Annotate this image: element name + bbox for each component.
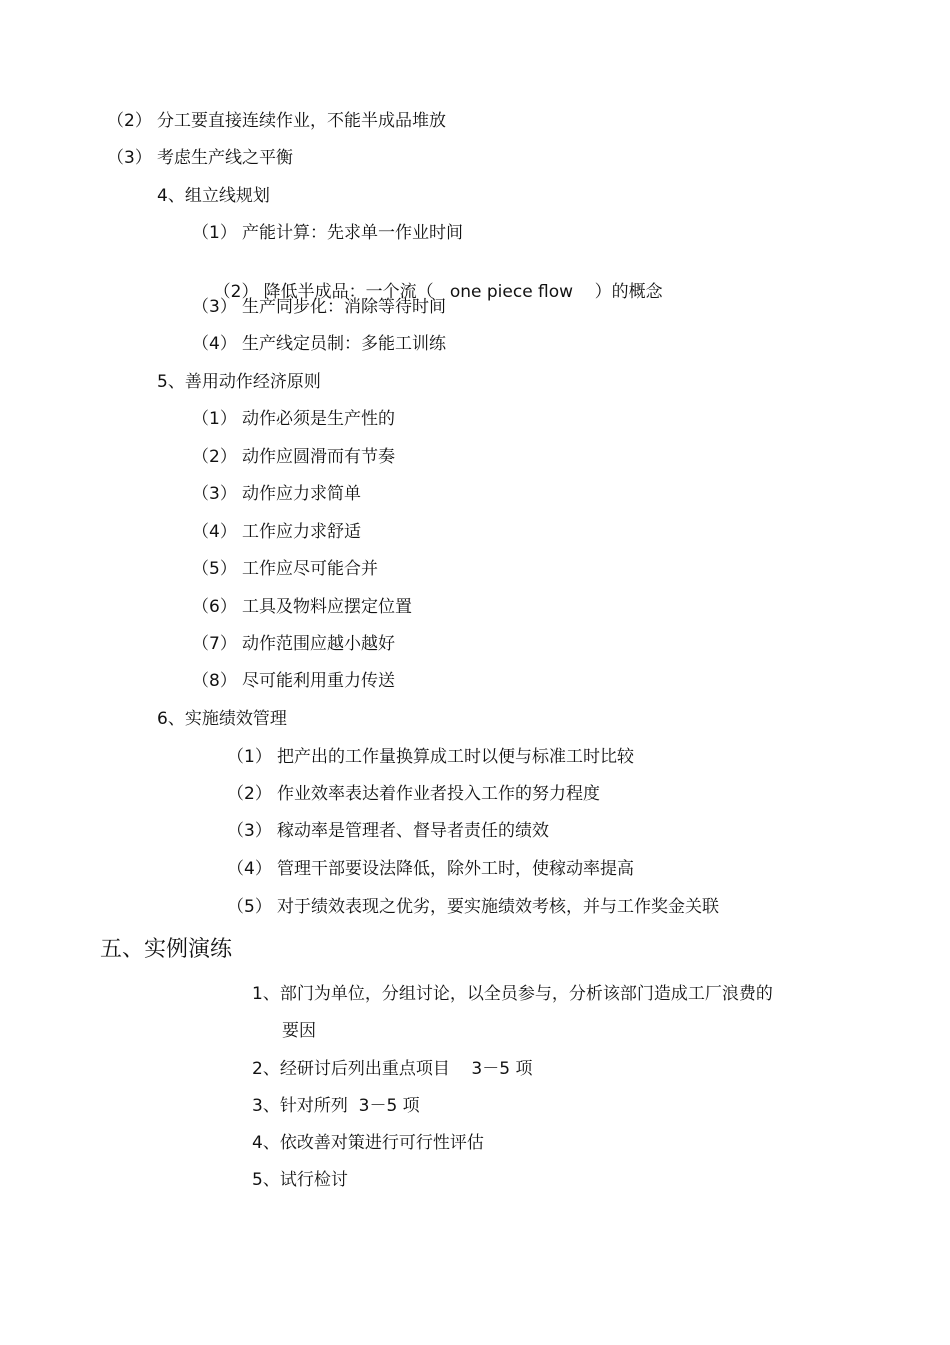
- list-item: [192, 633, 395, 655]
- item-text: 考虑生产线之平衡: [157, 148, 293, 168]
- section-title: 4、组立线规划: [157, 186, 270, 206]
- list-item: [227, 746, 634, 768]
- list-item: [192, 596, 412, 618]
- item-text: 动作范围应越小越好: [242, 634, 395, 654]
- item-text: 管理干部要设法降低，除外工时，使稼动率提高: [277, 859, 634, 879]
- list-item-continuation: 要因: [282, 1021, 316, 1041]
- list-item: [192, 446, 395, 468]
- item-text: 把产出的工作量换算成工时以便与标准工时比较: [277, 747, 634, 767]
- list-item: [227, 820, 549, 842]
- item-number: （2）: [213, 282, 259, 302]
- item-text: 动作应力求简单: [242, 484, 361, 504]
- list-item: 4、依改善对策进行可行性评估: [252, 1133, 484, 1153]
- item-number: （3）: [107, 148, 152, 168]
- item-text: 产能计算：先求单一作业时间: [242, 223, 463, 243]
- item-number: （3）: [227, 821, 272, 841]
- item-number: （4）: [192, 334, 237, 354]
- list-item: 1、部门为单位，分组讨论，以全员参与，分析该部门造成工厂浪费的: [252, 984, 773, 1004]
- item-number: （1）: [192, 409, 237, 429]
- item-text: 生产线定员制：多能工训练: [242, 334, 446, 354]
- list-item: [192, 222, 463, 244]
- list-item: 3、针对所列 3－5 项: [252, 1096, 420, 1116]
- item-text: 工作应力求舒适: [242, 522, 361, 542]
- list-item: [227, 896, 719, 918]
- chapter-heading: 五、实例演练: [100, 937, 233, 962]
- item-number: （7）: [192, 634, 237, 654]
- item-text: 工具及物料应摆定位置: [242, 597, 412, 617]
- item-text: 作业效率表达着作业者投入工作的努力程度: [277, 784, 600, 804]
- list-item: [192, 521, 361, 543]
- item-number: （5）: [192, 559, 237, 579]
- item-text: 稼动率是管理者、督导者责任的绩效: [277, 821, 549, 841]
- list-item: [192, 483, 361, 505]
- list-item: [192, 670, 395, 692]
- item-text: 尽可能利用重力传送: [242, 671, 395, 691]
- item-text: 动作应圆滑而有节奏: [242, 447, 395, 467]
- item-number: （4）: [192, 522, 237, 542]
- item-number: （3）: [192, 484, 237, 504]
- list-item: 5、试行检讨: [252, 1170, 348, 1190]
- item-number: （2）: [227, 784, 272, 804]
- list-item: [192, 558, 378, 580]
- item-text: 工作应尽可能合并: [242, 559, 378, 579]
- item-number: （6）: [192, 597, 237, 617]
- list-item: [192, 296, 446, 318]
- list-item: 2、经研讨后列出重点项目 3－5 项: [252, 1059, 533, 1079]
- item-number: （2）: [107, 111, 152, 131]
- item-number: （8）: [192, 671, 237, 691]
- item-number: （5）: [227, 897, 272, 917]
- item-text: 生产同步化：消除等待时间: [242, 297, 446, 317]
- item-text: 分工要直接连续作业，不能半成品堆放: [157, 111, 446, 131]
- item-text: 降低半成品：一个流（ one piece flow ）的概念: [263, 282, 663, 302]
- item-number: （2）: [192, 447, 237, 467]
- item-number: （1）: [227, 747, 272, 767]
- list-item: [227, 858, 634, 880]
- list-item: [192, 408, 395, 430]
- section-title: 6、实施绩效管理: [157, 709, 287, 729]
- list-item: [107, 110, 446, 132]
- item-text: 动作必须是生产性的: [242, 409, 395, 429]
- list-item: [107, 147, 293, 169]
- item-text: 对于绩效表现之优劣，要实施绩效考核，并与工作奖金关联: [277, 897, 719, 917]
- item-number: （1）: [192, 223, 237, 243]
- item-number: （4）: [227, 859, 272, 879]
- list-item: [227, 783, 600, 805]
- section-title: 5、善用动作经济原则: [157, 372, 321, 392]
- item-number: （3）: [192, 297, 237, 317]
- list-item: [192, 333, 446, 355]
